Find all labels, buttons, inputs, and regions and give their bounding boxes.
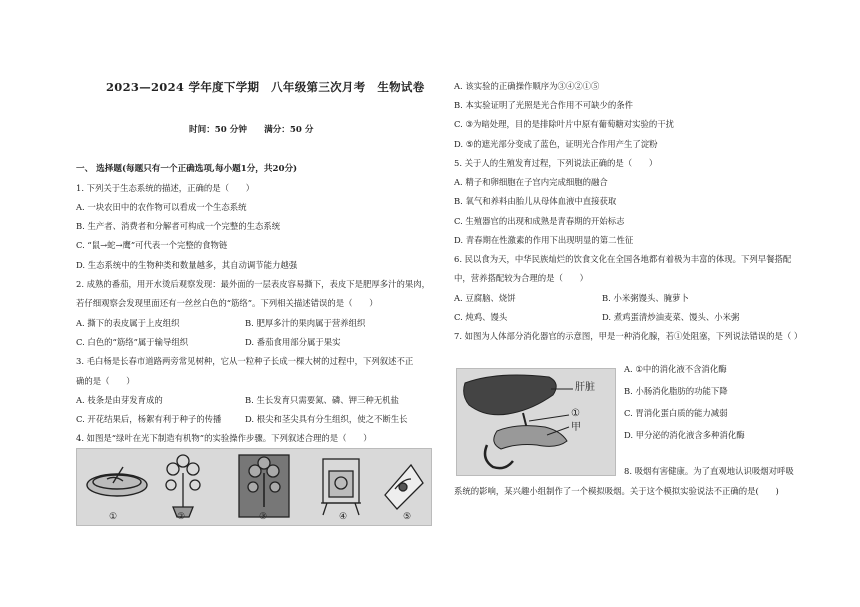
q2-option-d: D. 番茄食用部分属于果实 [245, 337, 341, 347]
q1-option-a: A. 一块农田中的农作物可以看成一个生态系统 [76, 202, 247, 212]
q4-option-c: C. ③为暗处理，目的是排除叶片中原有葡萄糖对实验的干扰 [454, 119, 674, 129]
q5-stem: 5. 关于人的生殖发育过程，下列说法正确的是（ ） [454, 158, 658, 168]
section-heading: 一、 选择题(每题只有一个正确选项,每小题1分，共20分) [76, 164, 298, 174]
step1-dish [87, 467, 147, 496]
q2-stem-line1: 2. 成熟的番茄，用开水烫后观察发现：最外面的一层表皮容易撕下，表皮下是肥厚多汁的果肉， [76, 279, 431, 289]
q7-digestive-figure [456, 368, 616, 476]
q6-stem-line1: 6. 民以食为天，中华民族灿烂的饮食文化在全国各地都有着极为丰富的体现。下列早餐搭配 [454, 254, 792, 264]
step4-beaker [321, 459, 361, 515]
q7-option-b: B. 小肠消化脂肪的功能下降 [624, 386, 728, 396]
q7-stem: 7. 如图为人体部分消化器官的示意图，甲是一种消化腺，若①处阻塞，下列说法错误的是（ ） [454, 331, 803, 341]
q3-option-d: D. 根尖和茎尖具有分生组织，使之不断生长 [245, 414, 408, 424]
q5-option-b: B. 氧气和养料由胎儿从母体血液中直接获取 [454, 196, 617, 206]
step5-leaf [385, 465, 423, 509]
q3-stem-line2: 确的是（ ） [76, 376, 135, 386]
exam-title: 2023—2024 学年度下学期 八年级第三次月考 生物试卷 [106, 80, 425, 94]
q4-experiment-figure [76, 448, 432, 526]
q8-stem-line2: 系统的影响，某兴趣小组制作了一个模拟吸烟。关于这个模拟实验说法不正确的是( ) [454, 486, 779, 496]
q2-stem-line2: 若仔细观察会发现里面还有一丝丝白色的“筋络”。下列相关描述错误的是（ ） [76, 298, 378, 308]
step3-dark-box [239, 455, 289, 517]
q4-option-a: A. 该实验的正确操作顺序为③④②①⑤ [454, 81, 600, 91]
q1-stem: 1. 下列关于生态系统的描述，正确的是（ ） [76, 183, 255, 193]
experiment-steps-illustration [77, 449, 431, 525]
stomach-duct-shape [485, 413, 567, 468]
q6-option-c: C. 炖鸡、馒头 [454, 312, 508, 322]
q8-stem-line1: 8. 吸烟有害健康。为了直观地认识吸烟对呼吸 [624, 466, 794, 476]
q4-option-d: D. ⑤的遮光部分变成了蓝色，证明光合作用产生了淀粉 [454, 139, 658, 149]
liver-shape [464, 375, 557, 415]
fig-label-liver: 肝脏 [575, 382, 595, 393]
q4-label-1: ① [109, 512, 118, 522]
q1-option-b: B. 生产者、消费者和分解者可构成一个完整的生态系统 [76, 221, 281, 231]
q2-option-b: B. 肥厚多汁的果肉属于营养组织 [245, 318, 366, 328]
q3-option-a: A. 枝条是由芽发育成的 [76, 395, 163, 405]
q3-stem-line1: 3. 毛白杨是长春市道路两旁常见树种，它从一粒种子长成一棵大树的过程中，下列叙述不正 [76, 356, 414, 366]
q5-option-a: A. 精子和卵细胞在子宫内完成细胞的融合 [454, 177, 608, 187]
q6-stem-line2: 中，营养搭配较为合理的是（ ） [454, 273, 588, 283]
q4-label-4: ④ [339, 512, 348, 522]
q5-option-c: C. 生殖器官的出现和成熟是青春期的开始标志 [454, 216, 625, 226]
q4-label-5: ⑤ [403, 512, 412, 522]
q4-label-3: ③ [259, 512, 268, 522]
q4-stem: 4. 如图是“绿叶在光下制造有机物”的实验操作步骤。下列叙述合理的是（ ） [76, 433, 372, 443]
q3-option-c: C. 开花结果后，杨絮有利于种子的传播 [76, 414, 222, 424]
exam-time-score: 时间：50 分钟 满分：50 分 [189, 125, 314, 135]
q4-option-b: B. 本实验证明了光照是光合作用不可缺少的条件 [454, 100, 633, 110]
q2-option-c: C. 白色的“筋络”属于输导组织 [76, 337, 189, 347]
q5-option-d: D. 青春期在性激素的作用下出现明显的第二性征 [454, 235, 634, 245]
step2-plant [166, 455, 200, 517]
q6-option-b: B. 小米粥馒头、腌萝卜 [602, 293, 689, 303]
q1-option-d: D. 生态系统中的生物种类和数量越多，其自动调节能力越强 [76, 260, 298, 270]
q4-label-2: ② [177, 512, 186, 522]
q6-option-a: A. 豆腐脑、烧饼 [454, 293, 516, 303]
q3-option-b: B. 生长发育只需要氮、磷、钾三种无机盐 [245, 395, 399, 405]
q7-option-c: C. 胃消化蛋白质的能力减弱 [624, 408, 728, 418]
q7-option-d: D. 甲分泌的消化液含多种消化酶 [624, 430, 745, 440]
q6-option-d: D. 煮鸡蛋清炒油麦菜、馒头、小米粥 [602, 312, 740, 322]
q2-option-a: A. 撕下的表皮属于上皮组织 [76, 318, 180, 328]
fig-label-1: ① [571, 408, 580, 419]
fig-label-jia: 甲 [571, 422, 581, 433]
q7-option-a: A. ①中的消化液不含消化酶 [624, 364, 727, 374]
q1-option-c: C. “鼠→蛇→鹰”可代表一个完整的食物链 [76, 240, 228, 250]
